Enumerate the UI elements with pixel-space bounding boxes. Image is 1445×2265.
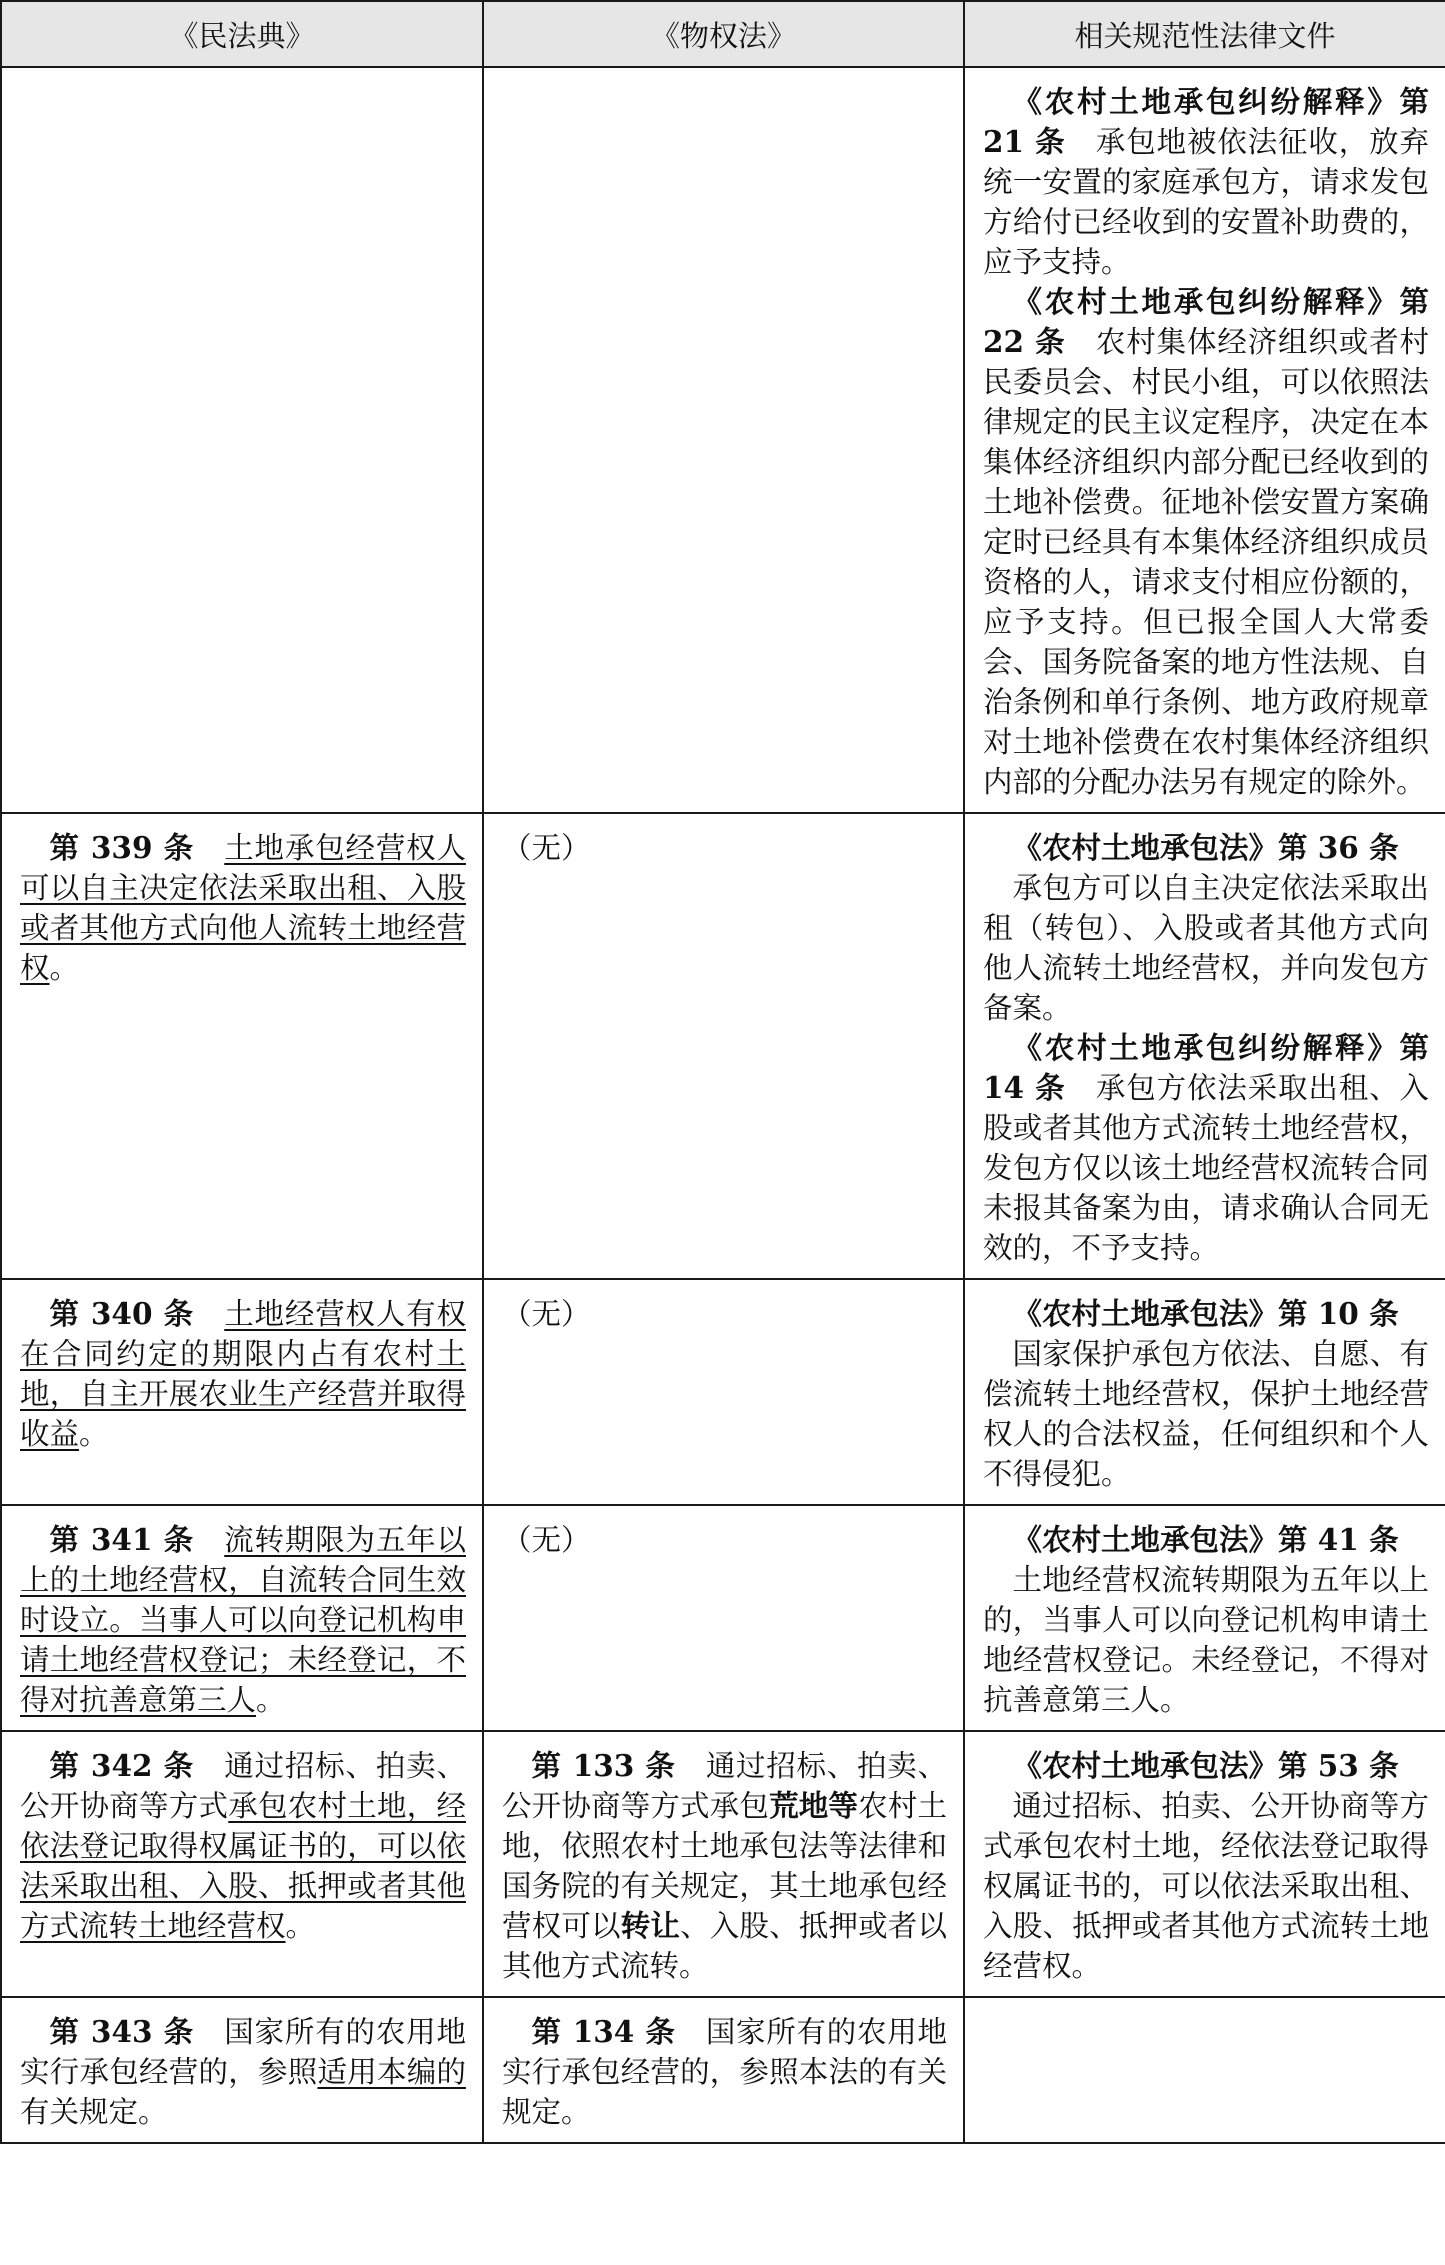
header-row	[1, 1, 1445, 67]
article-heading: 第 341 条	[49, 1522, 194, 1557]
body-text	[194, 1297, 224, 1331]
article-heading: 第 342 条	[49, 1748, 194, 1783]
underlined-text: 土地承包经营权人可以自主决定依法采取出租、入股或者其他方式向他人流转土地经营权	[20, 831, 466, 985]
body-text: 。	[256, 1683, 286, 1717]
article-heading: 第 134 条	[531, 2014, 676, 2049]
body-text: 国家所有的农用地实行承包经营的，参照本法的有关规定。	[502, 2015, 947, 2129]
underlined-text: 土地经营权人有权在合同约定的期限内占有农村土地，自主开展农业生产经营并取得收益	[20, 1297, 466, 1451]
body-text: 土地经营权流转期限为五年以上的，当事人可以向登记机构申请土地经营权登记。未经登记，不得对抗善意第三人。	[983, 1563, 1429, 1717]
table-row	[1, 1997, 1445, 2143]
property-law-cell	[483, 1731, 964, 1997]
article-heading: 第 133 条	[531, 1748, 676, 1783]
body-text: 、入股、抵押或者以其他方式流转。	[502, 1909, 947, 1983]
article-heading: 《农村土地承包法》第 53 条	[1012, 1748, 1399, 1783]
entry-paragraph	[983, 1746, 1429, 1786]
table-row	[1, 1731, 1445, 1997]
body-text: 。	[49, 951, 80, 985]
entry-paragraph	[983, 1028, 1429, 1268]
article-heading: 《农村土地承包纠纷解释》第 14 条	[983, 1030, 1429, 1105]
civil-code-cell	[1, 67, 483, 813]
property-law-cell	[483, 813, 964, 1279]
entry-paragraph	[502, 1746, 947, 1986]
entry-paragraph	[20, 1294, 466, 1454]
related-documents-cell	[964, 1505, 1445, 1731]
related-documents-cell	[964, 813, 1445, 1279]
property-law-cell	[483, 1279, 964, 1505]
civil-code-cell	[1, 1731, 483, 1997]
entry-paragraph	[983, 828, 1429, 868]
article-heading: 《农村土地承包法》第 36 条	[1012, 830, 1399, 865]
body-text: 农村集体经济组织或者村民委员会、村民小组，可以依照法律规定的民主议定程序，决定在本集体经济组织内部分配已经收到的土地补偿费。征地补偿安置方案确定时已经具有本集体经济组织成员资格的人，请求支付相应份额的，应予支持。但已报全国人大常委会、国务院备案的地方性法规、自治条例和单行条例、地方政府规章对土地补偿费在农村集体经济组织内部的分配办法另有规定的除外。	[983, 325, 1429, 799]
body-text: 。	[79, 1417, 109, 1451]
none-text: （无）	[502, 1523, 591, 1557]
article-heading: 《农村土地承包纠纷解释》第 22 条	[983, 284, 1429, 359]
property-law-cell	[483, 1505, 964, 1731]
body-text: 有关规定。	[20, 2095, 168, 2129]
article-heading: 《农村土地承包纠纷解释》第 21 条	[983, 84, 1429, 159]
related-documents-cell	[964, 67, 1445, 813]
body-text: 国家所有的农用地实行承包经营的，参照	[20, 2015, 466, 2089]
property-law-cell	[483, 1997, 964, 2143]
underlined-text: 适用本编的	[317, 2055, 466, 2089]
column-header-related-documents: 相关规范性法律文件	[964, 1, 1445, 67]
related-documents-cell	[964, 1731, 1445, 1997]
entry-paragraph	[983, 282, 1429, 802]
body-text	[194, 1523, 224, 1557]
body-text: 承包方可以自主决定依法采取出租（转包）、入股或者其他方式向他人流转土地经营权，并向发包方备案。	[983, 871, 1429, 1025]
entry-paragraph	[20, 1746, 466, 1946]
body-text	[194, 831, 224, 865]
column-header-property-law: 《物权法》	[483, 1, 964, 67]
article-heading: 第 339 条	[49, 830, 194, 865]
article-heading: 《农村土地承包法》第 41 条	[1012, 1522, 1399, 1557]
entry-paragraph	[983, 1294, 1429, 1334]
column-header-civil-code: 《民法典》	[1, 1, 483, 67]
entry-paragraph	[20, 828, 466, 988]
article-heading: 第 343 条	[49, 2014, 194, 2049]
related-documents-cell	[964, 1997, 1445, 2143]
related-documents-cell	[964, 1279, 1445, 1505]
entry-paragraph	[983, 1786, 1429, 1986]
underlined-text: 流转期限为五年以上的土地经营权，自流转合同生效时设立。当事人可以向登记机构申请土地经营权登记；未经登记，不得对抗善意第三人	[20, 1523, 466, 1717]
table-row	[1, 1279, 1445, 1505]
table-row	[1, 813, 1445, 1279]
entry-paragraph	[983, 82, 1429, 282]
bold-text: 转让	[620, 1908, 681, 1943]
table-row	[1, 67, 1445, 813]
none-text: （无）	[502, 831, 591, 865]
body-text: 承包方依法采取出租、入股或者其他方式流转土地经营权，发包方仅以该土地经营权流转合同未报其备案为由，请求确认合同无效的，不予支持。	[983, 1071, 1429, 1265]
body-text: 通过招标、拍卖、公开协商等方式	[20, 1749, 466, 1823]
body-text: 。	[285, 1909, 316, 1943]
entry-paragraph	[20, 2012, 466, 2132]
article-heading: 第 340 条	[49, 1296, 194, 1331]
body-text: 国家保护承包方依法、自愿、有偿流转土地经营权，保护土地经营权人的合法权益，任何组织和个人不得侵犯。	[983, 1337, 1429, 1491]
civil-code-cell	[1, 1997, 483, 2143]
none-text: （无）	[502, 1297, 591, 1331]
entry-paragraph	[20, 1520, 466, 1720]
body-text: 承包地被依法征收，放弃统一安置的家庭承包方，请求发包方给付已经收到的安置补助费的，应予支持。	[983, 125, 1429, 279]
body-text: 农村土地，依照农村土地承包法等法律和国务院的有关规定，其土地承包经营权可以	[502, 1789, 947, 1943]
entry-paragraph	[983, 868, 1429, 1028]
entry-paragraph	[983, 1520, 1429, 1560]
body-text: 通过招标、拍卖、公开协商等方式承包农村土地，经依法登记取得权属证书的，可以依法采取出租、入股、抵押或者其他方式流转土地经营权。	[983, 1789, 1429, 1983]
body-text: 通过招标、拍卖、公开协商等方式承包	[502, 1749, 947, 1823]
entry-paragraph	[983, 1560, 1429, 1720]
civil-code-cell	[1, 1279, 483, 1505]
civil-code-cell	[1, 1505, 483, 1731]
article-heading: 《农村土地承包法》第 10 条	[1012, 1296, 1399, 1331]
underlined-text: 承包农村土地，经依法登记取得权属证书的，可以依法采取出租、入股、抵押或者其他方式流转土地经营权	[20, 1789, 466, 1943]
property-law-cell	[483, 67, 964, 813]
bold-text: 荒地等	[769, 1788, 859, 1823]
entry-paragraph	[502, 2012, 947, 2132]
civil-code-cell	[1, 813, 483, 1279]
table-row	[1, 1505, 1445, 1731]
entry-paragraph	[983, 1334, 1429, 1494]
